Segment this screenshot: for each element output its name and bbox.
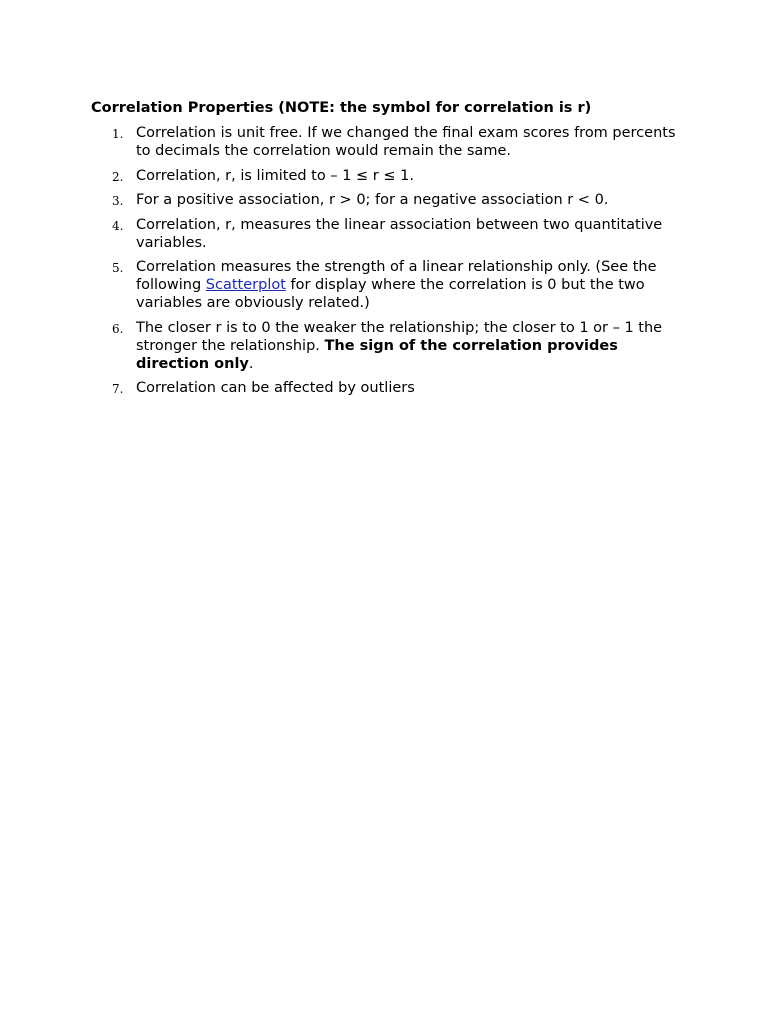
list-number: 4. (112, 218, 124, 233)
list-item-text: For a positive association, r > 0; for a negative association r < 0. (136, 192, 609, 208)
list-item-text-after: . (248, 355, 254, 372)
scatterplot-link[interactable]: Scatterplot (205, 277, 286, 293)
list-number: 3. (112, 194, 124, 208)
list-item (91, 191, 691, 209)
list-item-bold-text: The sign of the correlation provides direction only (136, 337, 618, 372)
page-heading: Correlation Properties (NOTE: the symbol for correlation is r) (91, 100, 592, 116)
list-item-text: Correlation can be affected by outliers (136, 380, 415, 396)
list-item (91, 379, 691, 397)
list-number: 2. (112, 169, 124, 184)
list-item (91, 167, 691, 185)
list-item-text: Correlation is unit free. If we changed the final exam scores from percents to decimals the correlation would remain the same. (136, 125, 676, 159)
list-item-text-before: Correlation measures the strength of a linear relationship only. (See the following (136, 259, 657, 293)
list-item (91, 258, 691, 312)
list-item-text: Correlation, r, measures the linear association between two quantitative variables. (136, 216, 663, 251)
list-item (91, 216, 691, 252)
properties-list (91, 124, 691, 404)
list-number: 5. (112, 261, 124, 275)
list-number: 6. (112, 321, 124, 336)
list-item-text: Correlation, r, is limited to – 1 ≤ r ≤ 1. (136, 167, 414, 184)
list-item (91, 319, 691, 373)
list-number: 7. (112, 382, 124, 396)
list-item (91, 124, 691, 160)
list-item-text-after: for display where the correlation is 0 but the two variables are obviously related.) (136, 277, 645, 311)
list-number: 1. (112, 127, 124, 141)
list-item-text: The closer r is to 0 the weaker the relationship; the closer to 1 or – 1 the stronger the relationship. (136, 319, 663, 354)
